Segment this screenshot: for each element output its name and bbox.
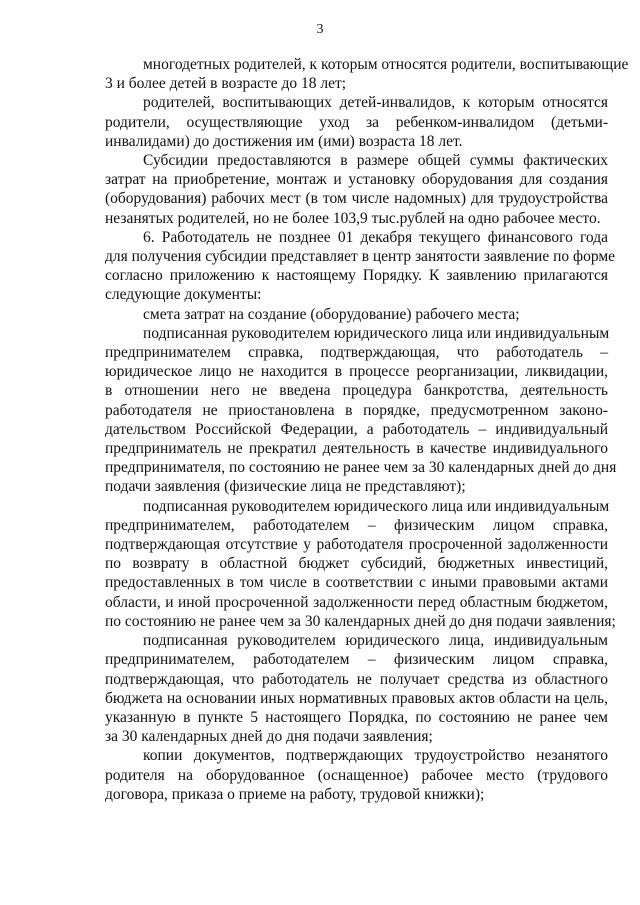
text-line: инвалидами) до достижения им (ими) возраста 18 лет. <box>105 132 463 150</box>
text-line: (оборудования) рабочих мест (в том числе надомных) для трудоустройства <box>105 190 608 208</box>
text-line: 3 и более детей в возрасте до 18 лет; <box>105 75 347 93</box>
paragraph-disabled-children-parents <box>105 93 608 151</box>
text-line: предпринимателем, работодателем – физическим лицом справка, <box>105 651 608 669</box>
text-line: предоставленных в том числе в соответствии с иными правовыми актами <box>105 574 608 592</box>
text-line: по возврату в областной бюджет субсидий, бюджетных инвестиций, <box>105 555 608 573</box>
text-line: 6. Работодатель не позднее 01 декабря текущего финансового года <box>143 228 608 246</box>
text-line: работодателя не приостановлена в порядке, предусмотренном законо- <box>105 401 608 419</box>
paragraph-employment-documents <box>105 746 608 804</box>
document-body <box>105 55 629 804</box>
text-line: копии документов, подтверждающих трудоустройство незанятого <box>143 747 608 765</box>
paragraph-subsidy-amount <box>105 151 608 228</box>
text-line: подписанная руководителем юридического лица или индивидуальным <box>143 324 610 342</box>
text-line: подачи заявления (физические лица не представляют); <box>105 478 466 496</box>
text-line: родителей, воспитывающих детей-инвалидов, к которым относятся <box>143 94 608 112</box>
text-line: области, и иной просроченной задолженности перед областным бюджетом, <box>105 593 608 611</box>
paragraph-debt-certificate <box>105 497 616 631</box>
text-line: в отношении него не введена процедура банкротства, деятельность <box>105 382 608 400</box>
text-line: дательством Российской Федерации, а работодатель – индивидуальный <box>105 420 608 438</box>
paragraph-reorganization-certificate <box>105 324 617 497</box>
text-line: предприниматель не прекратил деятельность в качестве индивидуального <box>105 440 608 458</box>
text-line: предпринимателем, работодателем – физическим лицом справка, <box>105 516 608 534</box>
text-line: подтверждающая отсутствие у работодателя просроченной задолженности <box>105 536 608 554</box>
paragraph-cost-estimate <box>105 305 608 324</box>
page-number: 3 <box>316 22 324 37</box>
text-line: подписанная руководителем юридического лица или индивидуальным <box>143 497 610 515</box>
text-line: за 30 календарных дней до дня подачи заявления; <box>105 728 433 746</box>
text-line: для получения субсидии представляет в центр занятости заявление по форме <box>105 248 616 266</box>
text-line: согласно приложению к настоящему Порядку. К заявлению прилагаются <box>105 267 608 285</box>
text-line: незанятых родителей, но не более 103,9 тыс.рублей на одно рабочее место. <box>105 209 601 227</box>
text-line: по состоянию не ранее чем за 30 календарных дней до дня подачи заявления; <box>105 612 616 630</box>
paragraph-item-6 <box>105 228 616 305</box>
text-line: договора, приказа о приеме на работу, трудовой книжки); <box>105 785 485 803</box>
text-line: бюджета на основании иных нормативных правовых актов области на цель, <box>105 689 608 707</box>
text-line: смета затрат на создание (оборудование) рабочего места; <box>143 305 520 323</box>
paragraph-many-child-parents <box>105 55 629 93</box>
text-line: многодетных родителей, к которым относятся родители, воспитывающие <box>143 56 629 73</box>
text-line: подтверждающая, что работодатель не получает средства из областного <box>105 670 608 688</box>
text-line: затрат на приобретение, монтаж и установку оборудования для создания <box>105 171 608 189</box>
text-line: указанную в пункте 5 настоящего Порядка, по состоянию не ранее чем <box>105 708 608 726</box>
text-line: предпринимателя, по состоянию не ранее чем за 30 календарных дней до дня <box>105 459 617 477</box>
text-line: Субсидии предоставляются в размере общей суммы фактических <box>143 152 608 170</box>
text-line: родители, осуществляющие уход за ребенком-инвалидом (детьми- <box>105 113 608 131</box>
text-line: родителя на оборудованное (оснащенное) рабочее место (трудового <box>105 766 608 784</box>
text-line: предпринимателем справка, подтверждающая, что работодатель – <box>105 344 608 362</box>
paragraph-budget-funds-certificate <box>105 631 608 746</box>
text-line: подписанная руководителем юридического лица, индивидуальным <box>143 632 608 650</box>
text-line: юридическое лицо не находится в процессе реорганизации, ликвидации, <box>105 363 608 381</box>
text-line: следующие документы: <box>105 286 262 304</box>
